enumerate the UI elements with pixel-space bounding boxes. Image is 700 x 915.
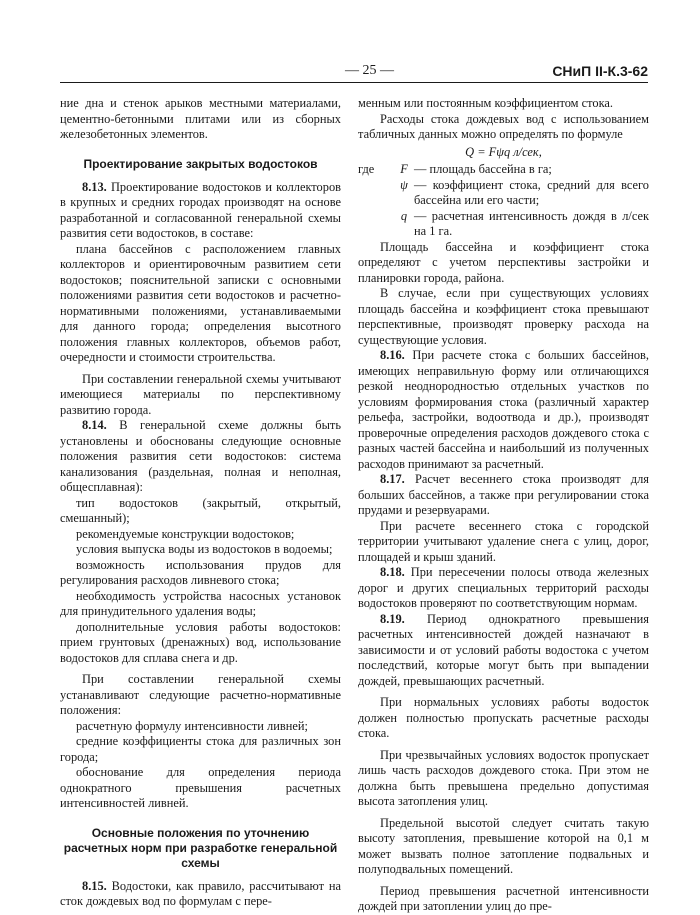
clause-8-15 <box>60 879 341 910</box>
list-item: необходимость устройства насосных установок для принудительного удаления воды; <box>60 588 341 618</box>
paragraph: При чрезвычайных условиях водосток пропускает лишь часть расходов дождевого стока. При этом не должна быть превышена предельно допустимая высота затопления улиц. <box>358 747 649 808</box>
formula-definitions <box>358 162 649 240</box>
right-column <box>358 96 649 915</box>
paragraph: При составлении генеральной схемы устанавливают следующие расчетно-нормативные положения: <box>60 672 341 717</box>
document-code: СНиП II-К.3-62 <box>552 63 648 79</box>
definition-symbol: F <box>400 162 408 176</box>
list-item: расчетную формулу интенсивности ливней; <box>76 718 308 733</box>
section-heading: Проектирование закрытых водостоков <box>83 156 318 171</box>
paragraph: При нормальных условиях работы водосток должен полностью пропускать расчетные расходы стока. <box>358 695 649 740</box>
clause-number: 8.16. <box>380 348 405 362</box>
section-heading: Основные положения по уточнению расчетных норм при разработке генеральной схемы <box>63 825 338 870</box>
clause-number: 8.17. <box>380 472 405 486</box>
left-column <box>60 96 341 910</box>
clause-text: В генеральной схеме должны быть установлены и обоснованы следующие основные положения развития сети водостоков: система канализования (раздельная, полная и неполная, общесплавная): <box>60 418 341 494</box>
list-item: дополнительные условия работы водостоков: прием грунтовых (дренажных) вод, использование водостоков для сплава снега и др. <box>60 619 341 665</box>
paragraph: плана бассейнов с расположением главных коллекторов и ориентировочным развитием сети водостоков; пояснительной записки с основными положениями развития сети водостоков и расчетно-нормативными положениями, устанавливаемыми для данного города; определения высотного положения главных коллекторов, объемов работ, очередности и стоимости строительства. <box>60 241 341 364</box>
clause-number: 8.18. <box>380 565 405 579</box>
clause-text: Период однократного превышения расчетных интенсивностей дождей назначают в зависимости и от условий работы водостока с учетом последствий, которые могут быть при выпадении дождей, превышающих расчетный. <box>358 611 649 688</box>
list-item: возможность использования прудов для регулирования расходов ливневого стока; <box>60 557 341 587</box>
definition-text: — расчетная интенсивность дождя в л/сек на 1 га. <box>414 208 649 238</box>
clause-text: При расчете стока с больших бассейнов, имеющих неправильную форму или отличающихся резкой неоднородностью отдельных участков по условиям формирования стока (различный характер рельефа, застройки, водоотвода и др.), производят проверочные определения расходов дождевого стока с разных частей бассейна и наибольший из полученных расходов принимают за расчетный. <box>358 348 649 471</box>
definition-symbol: q <box>400 208 408 223</box>
page-number: — 25 — <box>345 63 394 78</box>
definition-text: — площадь бассейна в га; <box>414 162 552 176</box>
definition-row <box>358 209 649 240</box>
clause-text: Расчет весеннего стока производят для больших бассейнов, а также при регулировании стока прудами и резервуарами. <box>358 472 649 517</box>
clause-number: 8.13. <box>82 179 107 194</box>
clause-8-18 <box>358 565 649 612</box>
page-header <box>60 56 648 83</box>
paragraph: Площадь бассейна и коэффициент стока определяют с учетом перспективы застройки и планировки города, района. <box>358 239 649 285</box>
paragraph: ние дна и стенок арыков местными материалами, цементно-бетонными плитами или из сборных железобетонных элементов. <box>60 96 341 141</box>
list-item: обоснование для определения периода однократного превышения расчетных интенсивностей ливней. <box>60 765 341 810</box>
paragraph: При составлении генеральной схемы учитывают имеющиеся материалы по перспективному развитию города. <box>60 371 341 417</box>
definition-label: где <box>358 162 375 176</box>
clause-number: 8.19. <box>380 611 405 626</box>
clause-number: 8.14. <box>82 418 107 432</box>
list-item: средние коэффициенты стока для различных зон города; <box>60 734 341 764</box>
paragraph: Расходы стока дождевых вод с использованием табличных данных можно определять по формуле <box>358 111 649 141</box>
definition-row <box>358 178 649 209</box>
paragraph: Предельной высотой следует считать такую высоту затопления, превышение которой на 0,1 м может вызвать полное затопление подвальных и полуподвальных помещений. <box>358 815 649 876</box>
list-item: рекомендуемые конструкции водостоков; <box>76 526 295 541</box>
clause-8-19 <box>358 612 649 690</box>
clause-8-14 <box>60 418 341 496</box>
clause-8-16 <box>358 348 649 472</box>
clause-text: Проектирование водостоков и коллекторов в крупных и средних городах производят на основе разработанной и согласованной генеральной схемы развития сети водостоков, в составе: <box>60 179 341 240</box>
paragraph: Период превышения расчетной интенсивности дождей при затоплении улиц до пре- <box>358 883 649 913</box>
definition-text: — коэффициент стока, средний для всего бассейна или его части; <box>414 177 649 207</box>
paragraph: При расчете весеннего стока с городской территории учитывают удаление снега с улиц, дорог, площадей и крыш зданий. <box>358 518 649 564</box>
definition-symbol: ψ <box>400 177 408 192</box>
clause-number: 8.15. <box>82 878 107 893</box>
clause-8-17 <box>358 472 649 519</box>
formula: Q = Fψq л/сек, <box>465 144 542 159</box>
paragraph: менным или постоянным коэффициентом стока. <box>358 96 613 110</box>
list-item: условия выпуска воды из водостоков в водоемы; <box>76 542 333 556</box>
clause-8-13 <box>60 180 341 242</box>
paragraph: В случае, если при существующих условиях площадь бассейна и коэффициент стока превышают перспективные, производят проверку расхода на существующие условия. <box>358 286 649 347</box>
definition-row <box>358 162 649 178</box>
clause-text: При пересечении полосы отвода железных дорог и других специальных территорий расходы водостоков проверяют по соответствующим нормам. <box>358 565 649 610</box>
clause-text: Водостоки, как правило, рассчитывают на сток дождевых вод по формулам с пере- <box>60 878 341 908</box>
list-item: тип водостоков (закрытый, открытый, смешанный); <box>60 495 341 525</box>
